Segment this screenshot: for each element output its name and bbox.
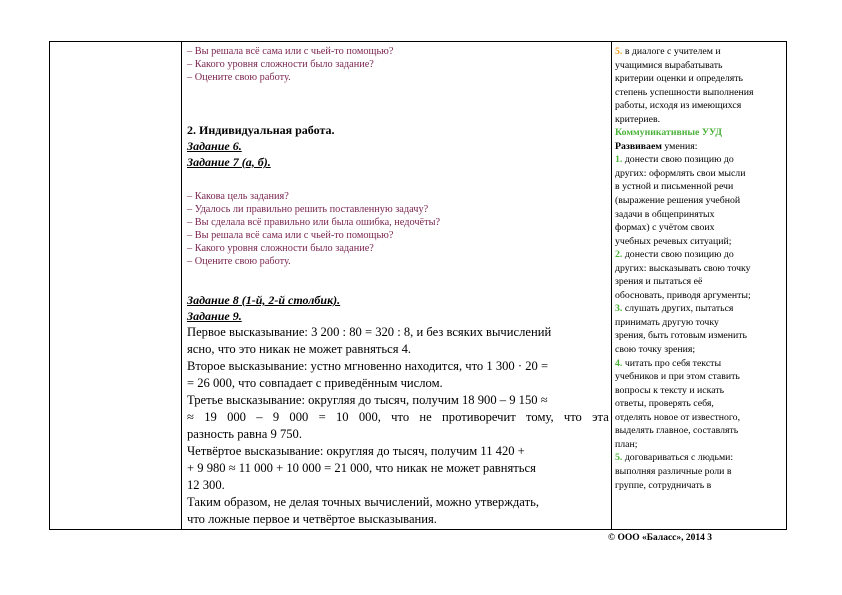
task-9-title: Задание 9. xyxy=(187,309,242,323)
section-heading: 2. Индивидуальная работа. xyxy=(187,123,335,137)
solution-line-justified: ≈ 19 000 – 9 000 = 10 000, что не противоречит тому, что эта xyxy=(187,410,609,424)
communicative-item-1: 1. донести свою позицию до xyxy=(615,154,734,166)
question-line: – Какого уровня сложности было задание? xyxy=(187,243,374,254)
tasks-8-9-block xyxy=(187,292,340,324)
uud-column: 5. в диалоге с учителем и учащимися вырабатывать критерии оценки и определять степень успешности выполнения работы, исходя из имеющихся критериев. Коммуникативные УУД Развиваем умения: 1. донести свою позицию до других: оформлять свои мысли в устной и письменной речи (выражение решения учебной задачи в общепринятых формах) с учётом своих учебных речевых ситуаций; 2. донести свою позицию до других: высказывать свою точку зрения и пытаться её обосновать, приводя аргументы; 3. слушать других, пытаться принимать другую точку зрения, быть готовым изменить свою точку зрения; 4. читать про себя тексты учебников и при этом ставить вопросы к тексту и искать ответы, проверять себя, отделять новое от известного, выделять главное, составлять план; 5. договариваться с людьми: выполняя различные роли в группе, сотрудничать в xyxy=(615,45,783,492)
solution-line: ясно, что это никак не может равняться 4. xyxy=(187,342,412,356)
question-line: – Какова цель задания? xyxy=(187,191,289,202)
solution-line: Первое высказывание: 3 200 : 80 = 320 : 8, и без всяких вычислений xyxy=(187,325,552,339)
conclusion-line: Таким образом, не делая точных вычислений, можно утверждать, xyxy=(187,495,539,509)
question-line: – Оцените свою работу. xyxy=(187,72,291,83)
conclusion-line: что ложные первое и четвёртое высказывания. xyxy=(187,512,437,526)
lesson-table xyxy=(49,41,787,530)
task-7-title: Задание 7 (а, б). xyxy=(187,155,271,169)
question-line: – Удалось ли правильно решить поставленную задачу? xyxy=(187,204,429,215)
solution-line: Четвёртое высказывание: округляя до тысяч, получим 11 420 + xyxy=(187,444,525,458)
question-line: – Вы сделала всё правильно или была ошибка, недочёты? xyxy=(187,217,441,228)
solution-line: Второе высказывание: устно мгновенно находится, что 1 300 · 20 = xyxy=(187,359,549,373)
task-8-title: Задание 8 (1-й, 2-й столбик). xyxy=(187,293,341,307)
communicative-item-4: 4. читать про себя тексты xyxy=(615,357,722,369)
solution-line: Третье высказывание: округляя до тысяч, получим 18 900 – 9 150 ≈ xyxy=(187,393,548,407)
question-line: – Вы решала всё сама или с чьей-то помощью? xyxy=(187,46,394,57)
solution-line: разность равна 9 750. xyxy=(187,427,302,441)
communicative-item-5: 5. договариваться с людьми: xyxy=(615,452,734,464)
question-line: – Какого уровня сложности было задание? xyxy=(187,59,374,70)
task-6-title: Задание 6. xyxy=(187,139,242,153)
individual-work-block xyxy=(187,122,335,170)
column-divider-left xyxy=(181,42,182,529)
solution-line: = 26 000, что совпадает с приведённым числом. xyxy=(187,376,443,390)
column-divider-right xyxy=(611,42,612,529)
reflection-questions-top xyxy=(187,45,393,84)
uud-item-5: 5. в диалоге с учителем и xyxy=(615,46,721,57)
communicative-item-3: 3. слушать других, пытаться xyxy=(615,303,734,315)
develop-skills-line: Развиваем умения: xyxy=(615,140,698,152)
solution-line: 12 300. xyxy=(187,478,225,492)
page-footer: © ООО «Баласс», 2014 3 xyxy=(608,533,713,543)
question-line: – Оцените свою работу. xyxy=(187,256,291,267)
communicative-item-2: 2. донести свою позицию до xyxy=(615,249,734,261)
task-9-solution xyxy=(187,324,609,528)
reflection-questions-middle xyxy=(187,190,440,268)
solution-line: + 9 980 ≈ 11 000 + 10 000 = 21 000, что никак не может равняться xyxy=(187,461,536,475)
communicative-heading: Коммуникативные УУД xyxy=(615,127,722,139)
question-line: – Вы решала всё сама или с чьей-то помощью? xyxy=(187,230,394,241)
